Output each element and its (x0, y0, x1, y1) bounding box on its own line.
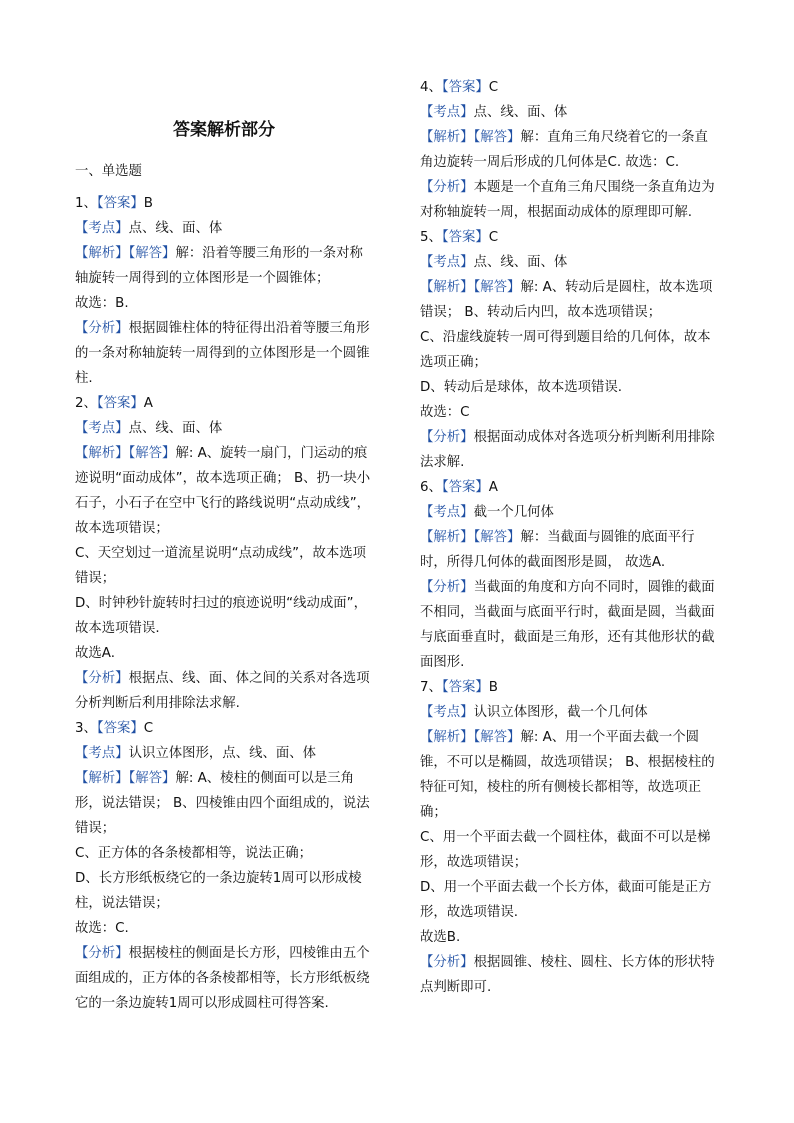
knowledge-point-line (420, 700, 718, 725)
conclusion-text: 故选：C. (75, 921, 129, 936)
knowledge-point-line (420, 250, 718, 275)
question-6 (420, 475, 718, 675)
explanation-tag: 【解析】 (75, 771, 129, 786)
answer-value: A (488, 480, 498, 495)
analysis-tag: 【分析】 (420, 580, 474, 595)
answer-value: A (143, 396, 153, 411)
knowledge-point-tag: 【考点】 (420, 705, 474, 720)
explanation-tag: 【解析】 (420, 280, 474, 295)
question-7 (420, 675, 718, 1000)
analysis-tag: 【分析】 (420, 955, 474, 970)
solution-tag: 【解答】 (128, 446, 176, 461)
explanation-tag: 【解析】 (75, 446, 129, 461)
knowledge-point-line (75, 741, 373, 766)
knowledge-point-line (420, 500, 718, 525)
explanation-block (420, 275, 718, 325)
answer-value: C (488, 80, 499, 95)
answer-value: C (143, 721, 154, 736)
question-number: 6、 (420, 480, 442, 495)
option-c-text: C、天空划过一道流星说明“点动成线”，故本选项错误； (75, 546, 367, 586)
analysis-block (420, 575, 718, 675)
question-number: 1、 (75, 196, 97, 211)
option-c-text: C、沿虚线旋转一周可得到题目给的几何体，故本选项正确； (420, 330, 711, 370)
answer-value: C (488, 230, 499, 245)
answer-tag: 【答案】 (96, 396, 144, 411)
answer-line (420, 75, 718, 100)
analysis-block (75, 316, 373, 391)
analysis-block (420, 425, 718, 475)
explanation-text: 解：沿着等腰三角形的一条对称轴旋转一周得到的立体图形是一个圆锥体； (75, 246, 363, 286)
answer-tag: 【答案】 (96, 721, 144, 736)
option-c-text: C、用一个平面去截一个圆柱体，截面不可以是梯形，故选项错误； (420, 830, 711, 870)
option-d-text: D、转动后是球体，故本选项错误. (420, 380, 623, 395)
knowledge-point-text: 认识立体图形，截一个几何体 (473, 705, 648, 720)
analysis-text: 根据圆锥柱体的特征得出沿着等腰三角形的一条对称轴旋转一周得到的立体图形是一个圆锥柱. (75, 321, 370, 386)
solution-tag: 【解答】 (473, 280, 521, 295)
knowledge-point-tag: 【考点】 (420, 255, 474, 270)
knowledge-point-tag: 【考点】 (420, 105, 474, 120)
conclusion-text: 故选：C (420, 405, 470, 420)
question-number: 3、 (75, 721, 97, 736)
solution-tag: 【解答】 (128, 771, 176, 786)
answer-line (75, 191, 373, 216)
analysis-block (75, 941, 373, 1016)
answer-tag: 【答案】 (441, 680, 489, 695)
left-column (75, 191, 373, 1016)
analysis-block (75, 666, 373, 716)
conclusion-text: 故选：B. (75, 296, 129, 311)
analysis-block (420, 175, 718, 225)
analysis-text: 本题是一个直角三角尺围绕一条直角边为对称轴旋转一周，根据面动成体的原理即可解. (420, 180, 715, 220)
option-d-text: D、用一个平面去截一个长方体，截面可能是正方形，故选项错误. (420, 880, 712, 920)
answer-value: B (143, 196, 153, 211)
analysis-tag: 【分析】 (75, 321, 129, 336)
knowledge-point-text: 认识立体图形，点、线、面、体 (128, 746, 317, 761)
option-d-text: D、时钟秒针旋转时扫过的痕迹说明“线动成面”，故本选项错误. (75, 596, 367, 636)
explanation-text: 解：当截面与圆锥的底面平行时，所得几何体的截面图形是圆， 故选A. (420, 530, 695, 570)
knowledge-point-text: 点、线、面、体 (128, 221, 223, 236)
explanation-tag: 【解析】 (420, 730, 474, 745)
answer-tag: 【答案】 (96, 196, 144, 211)
answer-tag: 【答案】 (441, 80, 489, 95)
knowledge-point-line (75, 216, 373, 241)
answer-line (420, 675, 718, 700)
question-3 (75, 716, 373, 1016)
knowledge-point-tag: 【考点】 (75, 421, 129, 436)
question-2 (75, 391, 373, 716)
analysis-tag: 【分析】 (75, 671, 129, 686)
explanation-block (420, 125, 718, 175)
right-column (420, 75, 718, 1000)
explanation-text: 解: A、旋转一扇门，门运动的痕迹说明“面动成体”，故本选项正确； B、扔一块小石子，小石子在空中飞行的路线说明“点动成线”，故本选项错误； (75, 446, 371, 536)
question-1 (75, 191, 373, 391)
analysis-tag: 【分析】 (420, 430, 474, 445)
answer-line (420, 475, 718, 500)
explanation-block (75, 441, 373, 541)
knowledge-point-text: 点、线、面、体 (473, 255, 568, 270)
answer-tag: 【答案】 (441, 230, 489, 245)
question-number: 4、 (420, 80, 442, 95)
option-d-text: D、长方形纸板绕它的一条边旋转1周可以形成棱柱，说法错误； (75, 871, 362, 911)
answer-line (75, 391, 373, 416)
conclusion-text: 故选A. (75, 646, 115, 661)
question-4 (420, 75, 718, 225)
page-title: 答案解析部分 (173, 120, 275, 140)
question-5 (420, 225, 718, 475)
solution-tag: 【解答】 (473, 530, 521, 545)
analysis-text: 根据点、线、面、体之间的关系对各选项分析判断后利用排除法求解. (75, 671, 370, 711)
knowledge-point-line (420, 100, 718, 125)
explanation-tag: 【解析】 (420, 530, 474, 545)
analysis-text: 当截面的角度和方向不同时，圆锥的截面不相同，当截面与底面平行时，截面是圆，当截面与底面垂直时，截面是三角形，还有其他形状的截面图形. (420, 580, 715, 670)
explanation-text: 解: A、转动后是圆柱，故本选项错误； B、转动后内凹，故本选项错误； (420, 280, 713, 320)
explanation-block (420, 525, 718, 575)
question-number: 7、 (420, 680, 442, 695)
answer-line (75, 716, 373, 741)
analysis-tag: 【分析】 (420, 180, 474, 195)
option-c-text: C、正方体的各条棱都相等，说法正确； (75, 846, 312, 861)
answer-value: B (488, 680, 498, 695)
analysis-text: 根据棱柱的侧面是长方形，四棱锥由五个面组成的，正方体的各条棱都相等，长方形纸板绕它的一条边旋转1周可以形成圆柱可得答案. (75, 946, 370, 1011)
explanation-tag: 【解析】 (420, 130, 474, 145)
analysis-text: 根据圆锥、棱柱、圆柱、长方体的形状特点判断即可. (420, 955, 715, 995)
solution-tag: 【解答】 (128, 246, 176, 261)
explanation-text: 解: A、用一个平面去截一个圆锥，不可以是椭圆，故选项错误； B、根据棱柱的特征可知，棱柱的所有侧棱长都相等，故选项正确； (420, 730, 715, 820)
explanation-tag: 【解析】 (75, 246, 129, 261)
analysis-tag: 【分析】 (75, 946, 129, 961)
knowledge-point-tag: 【考点】 (75, 746, 129, 761)
solution-tag: 【解答】 (473, 730, 521, 745)
question-number: 5、 (420, 230, 442, 245)
answer-line (420, 225, 718, 250)
solution-tag: 【解答】 (473, 130, 521, 145)
conclusion-text: 故选B. (420, 930, 461, 945)
analysis-text: 根据面动成体对各选项分析判断利用排除法求解. (420, 430, 715, 470)
explanation-text: 解：直角三角尺绕着它的一条直角边旋转一周后形成的几何体是C. 故选：C. (420, 130, 708, 170)
explanation-block (75, 241, 373, 291)
explanation-text: 解: A、棱柱的侧面可以是三角形，说法错误； B、四棱锥由四个面组成的，说法错误； (75, 771, 370, 836)
explanation-block (420, 725, 718, 825)
knowledge-point-tag: 【考点】 (75, 221, 129, 236)
analysis-block (420, 950, 718, 1000)
knowledge-point-line (75, 416, 373, 441)
explanation-block (75, 766, 373, 841)
answer-tag: 【答案】 (441, 480, 489, 495)
knowledge-point-tag: 【考点】 (420, 505, 474, 520)
knowledge-point-text: 截一个几何体 (473, 505, 554, 520)
question-number: 2、 (75, 396, 97, 411)
knowledge-point-text: 点、线、面、体 (473, 105, 568, 120)
knowledge-point-text: 点、线、面、体 (128, 421, 223, 436)
section-heading: 一、单选题 (75, 164, 142, 179)
